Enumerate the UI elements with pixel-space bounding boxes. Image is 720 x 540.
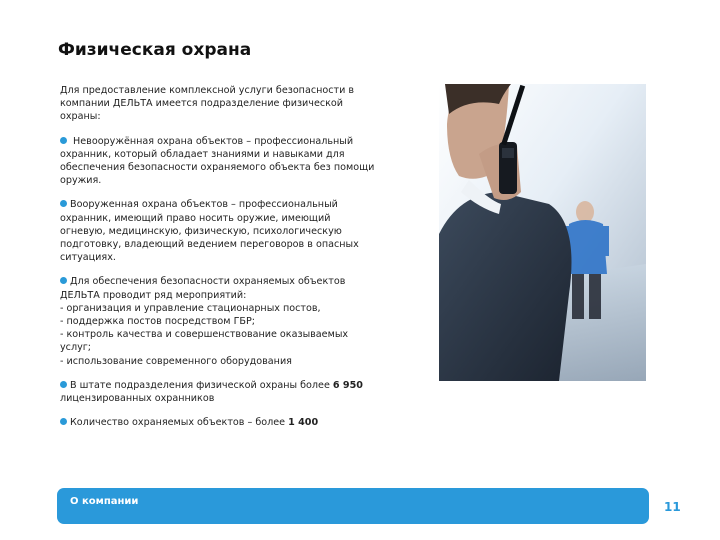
bullet-text: подготовку, владеющий ведением переговоров в опасных <box>60 239 359 251</box>
bullet-text: В штате подразделения физической охраны более <box>70 379 333 391</box>
slide-title: Физическая охрана <box>58 40 252 60</box>
security-guard-photo <box>439 84 646 381</box>
bullet-dot-icon <box>60 137 67 144</box>
intro-paragraph <box>60 84 378 124</box>
slide-body <box>60 84 378 440</box>
bullet-measures <box>60 275 378 367</box>
staff-count-value: 6 950 <box>332 379 363 391</box>
bullet-text: ситуациях. <box>60 252 116 264</box>
bullet-text: огневую, медицинскую, физическую, психологическую <box>60 225 342 237</box>
bullet-text: Для обеспечения безопасности охраняемых объектов <box>70 276 346 288</box>
bullet-text: Невооружённая охрана объектов – профессиональный <box>70 135 354 147</box>
bullet-dot-icon <box>60 418 67 425</box>
bullet-text: - контроль качества и совершенствование оказываемых <box>60 329 349 341</box>
bullet-text: - организация и управление стационарных постов, <box>60 302 321 314</box>
object-count-value: 1 400 <box>288 417 319 429</box>
bullet-text: - использование современного оборудования <box>60 355 292 367</box>
intro-line: компании ДЕЛЬТА имеется подразделение физической <box>60 98 344 110</box>
footer-bar <box>57 488 649 524</box>
bullet-dot-icon <box>60 200 67 207</box>
bullet-unarmed-guard <box>60 135 378 188</box>
footer-section-label: О компании <box>70 496 139 507</box>
bullet-text: оружия. <box>60 175 102 187</box>
bullet-text: охранник, который обладает знаниями и навыками для <box>60 148 345 160</box>
bullet-text: обеспечения безопасности охраняемого объекта без помощи <box>60 162 375 174</box>
bullet-object-count <box>60 416 378 429</box>
bullet-text: услуг; <box>60 342 92 354</box>
bullet-dot-icon <box>60 277 67 284</box>
security-guard-illustration <box>439 84 646 381</box>
bullet-dot-icon <box>60 381 67 388</box>
intro-line: охраны: <box>60 111 101 123</box>
bullet-text: лицензированных охранников <box>60 393 215 405</box>
bullet-staff-count <box>60 379 378 405</box>
bullet-text: охранник, имеющий право носить оружие, имеющий <box>60 212 331 224</box>
bullet-armed-guard <box>60 198 378 264</box>
intro-line: Для предоставление комплексной услуги безопасности в <box>60 85 355 96</box>
bullet-text: ДЕЛЬТА проводит ряд мероприятий: <box>60 289 247 301</box>
page-number: 11 <box>664 500 681 514</box>
bullet-text: Вооруженная охрана объектов – профессиональный <box>70 199 338 211</box>
bullet-text: Количество охраняемых объектов – более <box>70 417 289 429</box>
bullet-text: - поддержка постов посредством ГБР; <box>60 316 256 328</box>
